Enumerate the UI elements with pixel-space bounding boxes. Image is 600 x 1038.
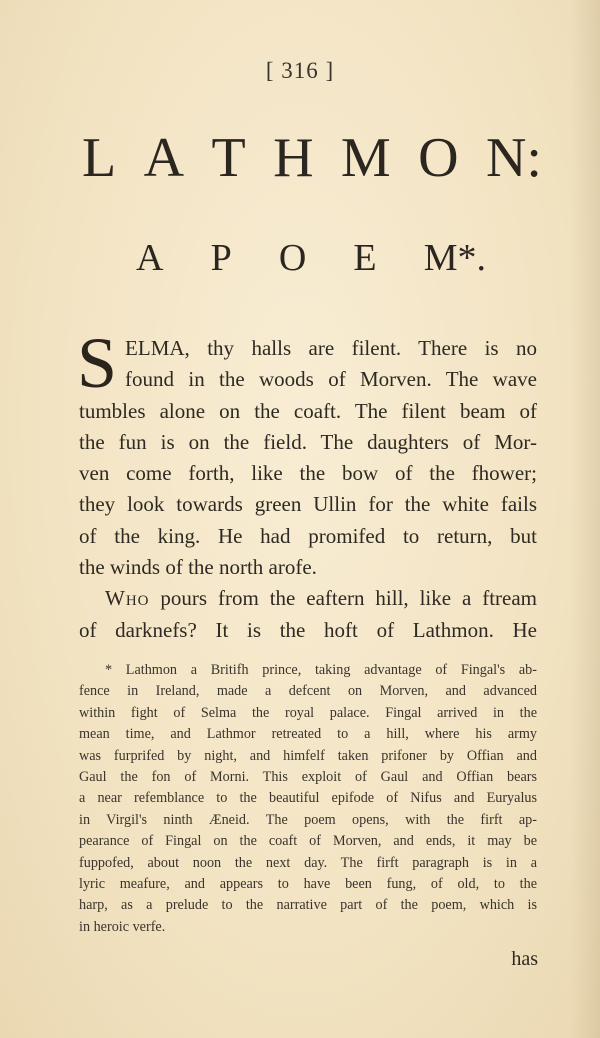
poem-line: the fun is on the field. The daughters of Mor- xyxy=(79,429,537,454)
poem-body xyxy=(77,323,537,646)
page-number: [ 316 ] xyxy=(265,58,335,83)
footnote-line: in heroic verfe. xyxy=(79,918,166,935)
footnote-line: Gaul the fon of Morni. This exploit of Gaul and Offian bears xyxy=(79,768,537,785)
poem-line: found in the woods of Morven. The wave xyxy=(125,367,537,392)
poem-line: of darknefs? It is the hoft of Lathmon. He xyxy=(79,617,537,642)
poem-line: ELMA, thy halls are filent. There is no xyxy=(125,336,537,360)
poem-line: they look towards green Ullin for the white fails xyxy=(79,492,537,517)
subtitle-letter: E xyxy=(353,237,377,279)
title-letter: O xyxy=(418,127,459,189)
title-letter: T xyxy=(211,127,246,189)
title-letter: A xyxy=(143,127,185,189)
catchword: has xyxy=(511,948,538,970)
subtitle-letter: O xyxy=(278,237,307,279)
footnote-line: fence in Ireland, made a defcent on Morven, and advanced xyxy=(79,683,537,700)
poem-line: Who pours from the eaftern hill, like a ftream xyxy=(105,586,537,611)
subtitle-letter: M*. xyxy=(423,237,486,279)
footnote-line: fuppofed, about noon the next day. The firft paragraph is in a xyxy=(79,854,537,871)
footnote xyxy=(79,660,537,938)
title-letter: N: xyxy=(485,127,542,189)
poem-line: ven come forth, like the bow of the fhower; xyxy=(79,461,537,486)
footnote-line: mean time, and Lathmor retreated to a hill, where his army xyxy=(79,726,537,743)
footnote-line: within fight of Selma the royal palace. Fingal arrived in the xyxy=(79,704,537,721)
subtitle-letter: P xyxy=(210,237,232,279)
title-letter: L xyxy=(82,127,117,189)
footnote-line: was furprifed by night, and himfelf taken prifoner by Offian and xyxy=(79,747,537,764)
footnote-line: harp, as a prelude to the narrative part of the poem, which is xyxy=(79,897,537,914)
footnote-line: lyric meafure, and appears to have been fung, of old, to the xyxy=(79,875,537,892)
poem-line: of the king. He had promifed to return, but xyxy=(79,523,537,548)
page-edge-shadow xyxy=(570,0,600,1038)
poem-line: the winds of the north arofe. xyxy=(79,555,317,580)
footnote-line: pearance of Fingal on the coaft of Morven, and ends, it may be xyxy=(79,833,537,850)
poem-title xyxy=(82,128,542,188)
footnote-line: * Lathmon a Britifh prince, taking advantage of Fingal's ab- xyxy=(105,662,537,678)
title-letter: M xyxy=(340,127,391,189)
para-first-word: Who xyxy=(105,586,150,611)
poem-line: tumbles alone on the coaft. The filent beam of xyxy=(79,398,537,423)
footnote-line: a near refemblance to the beautiful epifode of Nifus and Euryalus xyxy=(79,790,537,807)
title-letter: H xyxy=(273,127,314,189)
poem-subtitle xyxy=(136,236,486,280)
subtitle-letter: A xyxy=(136,237,164,279)
drop-cap: S xyxy=(77,323,118,403)
footnote-line: in Virgil's ninth Æneid. The poem opens, with the firft ap- xyxy=(79,811,537,828)
